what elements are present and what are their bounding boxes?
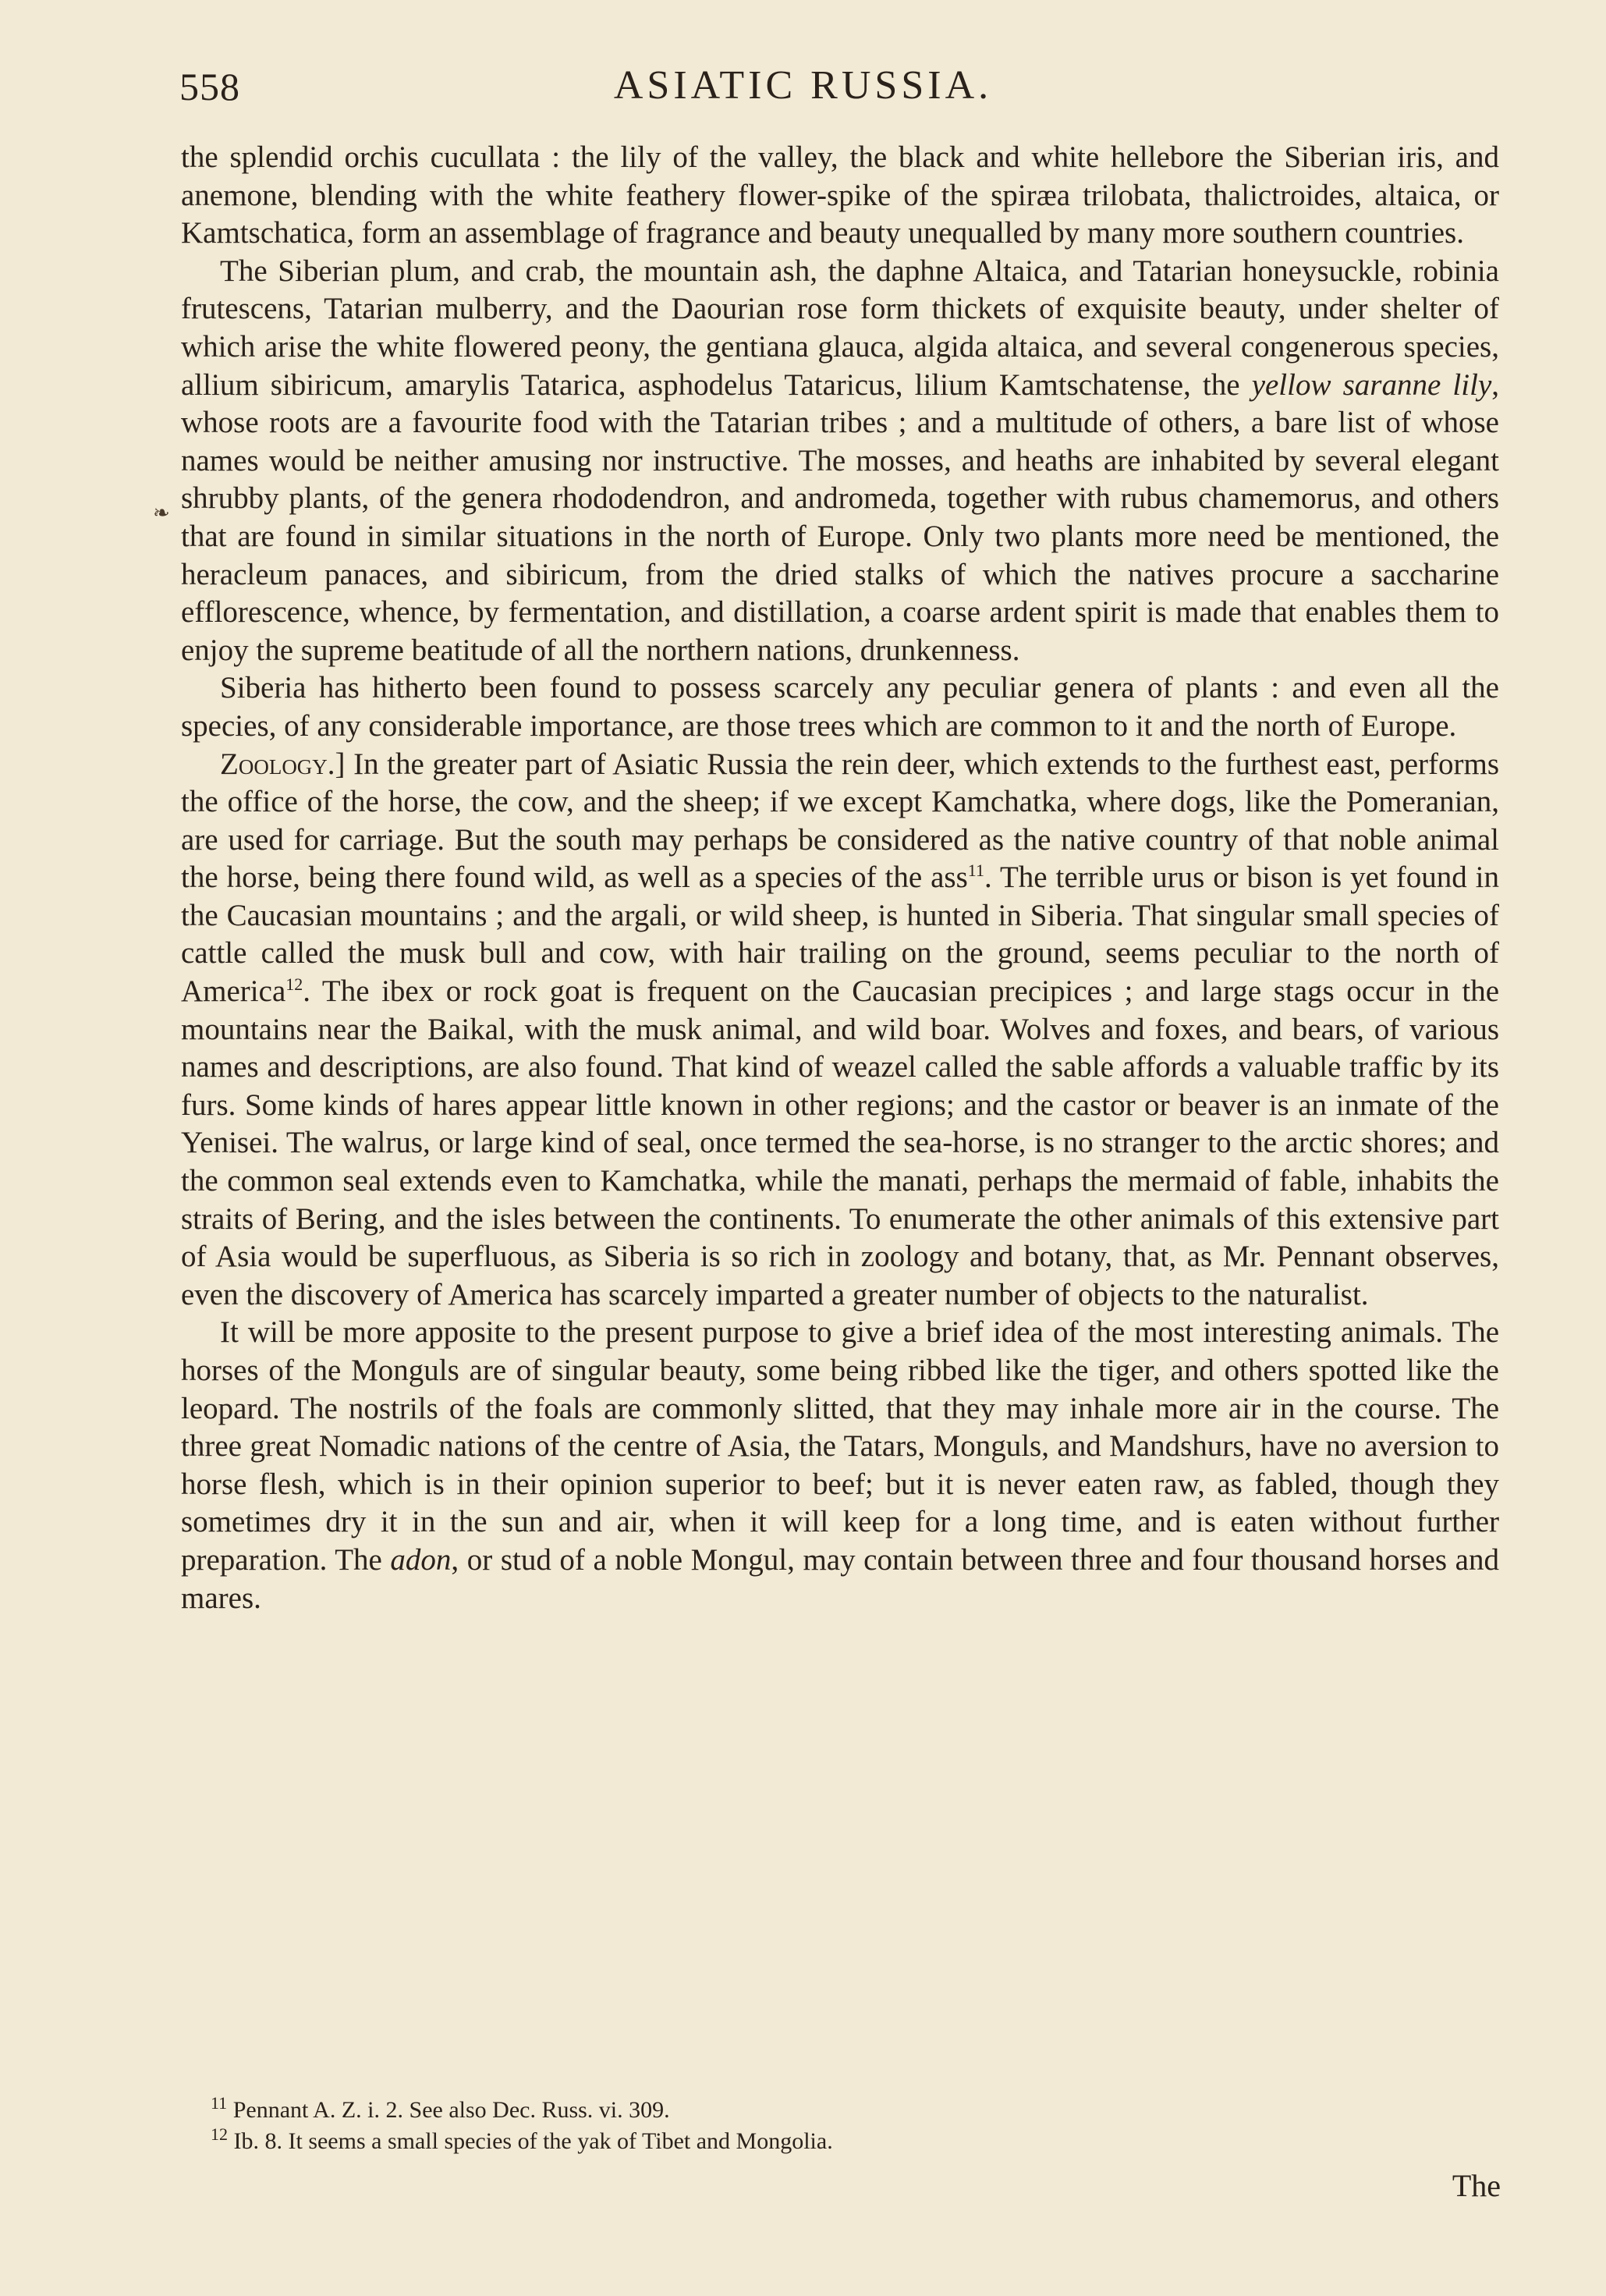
- paragraph-zoology: [181, 746, 1499, 1315]
- catchword: The: [1452, 2168, 1501, 2203]
- footnote-11: [211, 2095, 1381, 2126]
- footnote-12-text: Ib. 8. It seems a small species of the yak of Tibet and Mongolia.: [233, 2128, 833, 2154]
- paragraph-2: [181, 253, 1499, 670]
- zoology-text-a: In the greater part of Asiatic Russia the rein deer, which extends to the furthest east, performs the office of the horse, the cow, and the sheep; if we except Kamchatka, where dogs, like the Pomeranian, are used for carriage. But the south may perhaps be considered as the native country of that noble animal the horse, being there found wild, as well as a species of the ass: [181, 747, 1499, 895]
- running-head: ASIATIC RUSSIA.: [613, 63, 993, 108]
- paragraph-3: [181, 669, 1499, 745]
- footnote-mark-12: 12: [211, 2124, 228, 2144]
- footnote-ref-11: 11: [967, 861, 984, 881]
- paragraph-2-text-a: The Siberian plum, and crab, the mountain ash, the daphne Altaica, and Tatarian honeysuckle, robinia frutescens, Tatarian mulberry, and the Daourian rose form thickets of exquisite beauty, under shelter of which arise the white flowered peony, the gentiana glauca, algida altaica, and several congenerous species, allium sibiricum, amarylis Tatarica, asphodelus Tataricus, lilium Kamtschatense, the: [181, 254, 1499, 402]
- page-header: [0, 56, 1606, 119]
- paragraph-2-text-b: , whose roots are a favourite food with the Tatarian tribes ; and a multitude of others, a bare list of whose names would be neither amusing nor instructive. The mosses, and heaths are inhabited by several elegant shrubby plants, of the genera rhododendron, and andromeda, together with rubus chamemorus, and others that are found in similar situations in the north of Europe. Only two plants more need be mentioned, the heracleum panaces, and sibiricum, from the dried stalks of which the natives procure a saccharine efflorescence, whence, by fermentation, and distillation, a coarse ardent spirit is made that enables them to enjoy the supreme beatitude of all the northern nations, drunkenness.: [181, 367, 1500, 667]
- footnote-12: [211, 2126, 1381, 2157]
- footnote-mark-11: 11: [211, 2093, 228, 2113]
- body-text: [181, 139, 1499, 1617]
- zoology-text-b: . The terrible urus or bison is yet found in the Caucasian mountains ; and the argali, or wild sheep, is hunted in Siberia. That singular small species of cattle called the musk bull and cow, with hair trailing on the ground, seems peculiar to the north of America: [181, 861, 1499, 1009]
- paragraph-5-text-a: It will be more apposite to the present purpose to give a brief idea of the most interesting animals. The horses of the Monguls are of singular beauty, some being ribbed like the tiger, and others spotted like the leopard. The nostrils of the foals are commonly slitted, that they may inhale more air in the course. The three great Nomadic nations of the centre of Asia, the Tatars, Monguls, and Mandshurs, have no aversion to horse flesh, which is in their opinion superior to beef; but it is never eaten raw, as fabled, though they sometimes dry it in the sun and air, when it will keep for a long time, and is eaten without further preparation. The: [181, 1315, 1499, 1577]
- page-number: 558: [179, 65, 240, 108]
- paragraph-1: [181, 139, 1499, 253]
- footnote-ref-12: 12: [285, 974, 303, 995]
- italic-yellow-saranne-lily: yellow saranne lily: [1251, 367, 1492, 402]
- paragraph-3-text: Siberia has hitherto been found to possess scarcely any peculiar genera of plants : and even all the species, of any considerable importance, are those trees which are common to it and the north of Europe.: [181, 671, 1499, 743]
- paragraph-1-text: the splendid orchis cucullata : the lily of the valley, the black and white hellebore the Siberian iris, and anemone, blending with the white feathery flower-spike of the spiræa trilobata, thalictroides, altaica, or Kamtschatica, form an assemblage of fragrance and beauty unequalled by many more southern countries.: [181, 140, 1499, 250]
- paragraph-5: [181, 1314, 1499, 1617]
- margin-mark: ❧: [153, 502, 170, 524]
- section-head-zoology: Zoology.]: [220, 747, 346, 781]
- footnote-11-text: Pennant A. Z. i. 2. See also Dec. Russ. vi. 309.: [232, 2097, 670, 2123]
- footnotes: [211, 2095, 1381, 2157]
- italic-adon: adon: [390, 1542, 452, 1577]
- zoology-text-c: . The ibex or rock goat is frequent on the Caucasian precipices ; and large stags occur in the mountains near the Baikal, with the musk animal, and wild boar. Wolves and foxes, and bears, of various names and descriptions, are also found. That kind of weazel called the sable affords a valuable traffic by its furs. Some kinds of hares appear little known in other regions; and the castor or beaver is an inmate of the Yenisei. The walrus, or large kind of seal, once termed the sea-horse, is no stranger to the arctic shores; and the common seal extends even to Kamchatka, while the manati, perhaps the mermaid of fable, inhabits the straits of Bering, and the isles between the continents. To enumerate the other animals of this extensive part of Asia would be superfluous, as Siberia is so rich in zoology and botany, that, as Mr. Pennant observes, even the discovery of America has scarcely imparted a greater number of objects to the naturalist.: [181, 974, 1499, 1311]
- paragraph-5-text-b: , or stud of a noble Mongul, may contain between three and four thousand horses and mares.: [181, 1542, 1499, 1615]
